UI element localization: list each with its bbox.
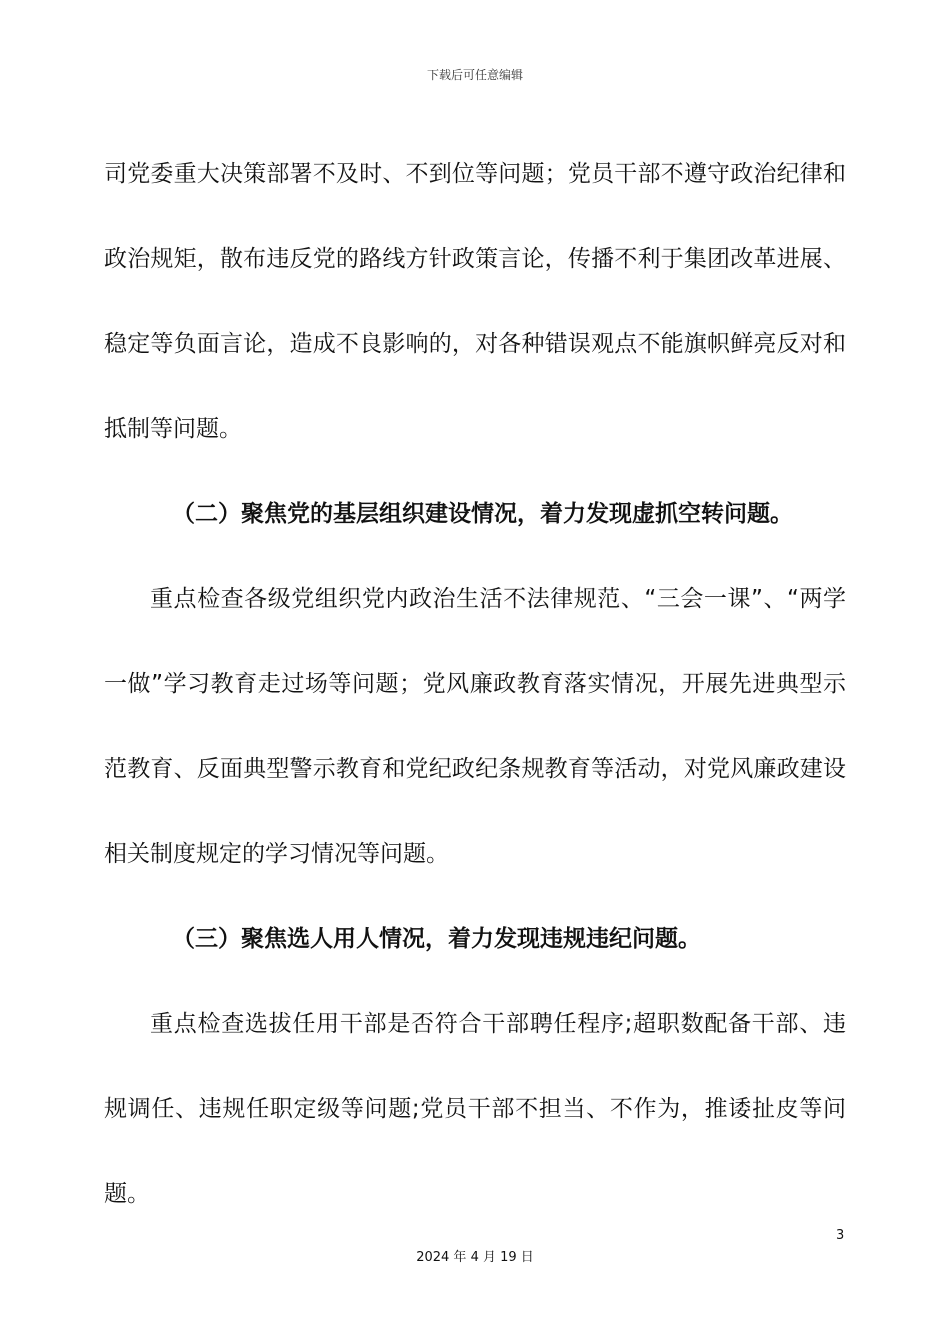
page-footer-date: 2024 年 4 月 19 日: [416, 1250, 534, 1265]
section-heading-2: （二）聚焦党的基层组织建设情况，着力发现虚抓空转问题。: [172, 501, 793, 527]
document-body: [104, 132, 846, 1237]
section-heading-3: （三）聚焦选人用人情况，着力发现违规违纪问题。: [172, 926, 701, 952]
page-number: 3: [836, 1228, 845, 1243]
paragraph-continuation: 司党委重大决策部署不及时、不到位等问题；党员干部不遵守政治纪律和政治规矩，散布违反党的路线方针政策言论，传播不利于集团改革进展、稳定等负面言论，造成不良影响的，对各种错误观点不能旗帜鲜亮反对和抵制等问题。: [104, 161, 846, 442]
paragraph-party-organization: 重点检查各级党组织党内政治生活不法律规范、“三会一课”、“两学一做”学习教育走过场等问题；党风廉政教育落实情况，开展先进典型示范教育、反面典型警示教育和党纪政纪条规教育等活动，对党风廉政建设相关制度规定的学习情况等问题。: [104, 586, 846, 867]
page-header: 下载后可任意编辑: [426, 68, 523, 82]
paragraph-personnel-selection: 重点检查选拔任用干部是否符合干部聘任程序;超职数配备干部、违规调任、违规任职定级等问题;党员干部不担当、不作为，推诿扯皮等问题。: [104, 1011, 846, 1207]
